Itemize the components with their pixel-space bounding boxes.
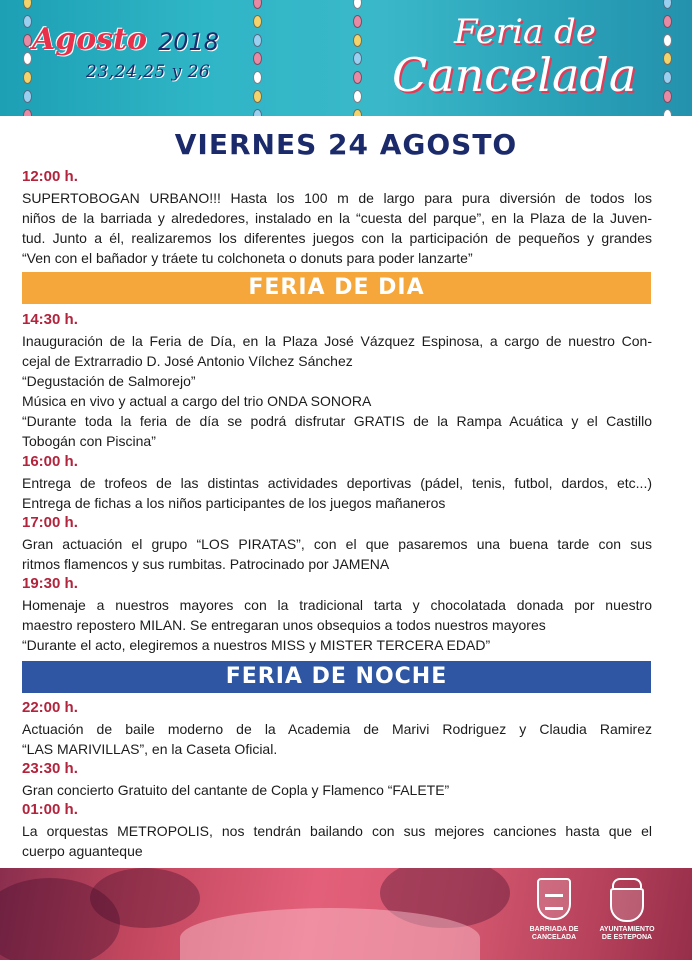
event-line: Entrega de fichas a los niños participantes de los juegos mañaneros (22, 495, 446, 511)
event-time: 12:00 h. (22, 168, 78, 185)
logo-left-line: CANCELADA (531, 934, 577, 941)
event-line: Homenaje a nuestros mayores con la tradicional tarta y chocolatada donada por nuestro (22, 597, 652, 613)
header-month: Agosto (32, 22, 148, 57)
logo-right-line: AYUNTAMIENTO (599, 926, 655, 933)
garland-lights (352, 0, 362, 116)
event-line: Música en vivo y actual a cargo del trio ONDA SONORA (22, 393, 372, 409)
header-dates: 23,24,25 y 26 (86, 62, 211, 82)
event-line: “Durante toda la feria de día se podrá disfrutar GRATIS de la Rampa Acuática y el Castillo (22, 413, 652, 429)
event-line: Entrega de trofeos de las distintas actividades deportivas (pádel, tenis, futbol, dardos, etc...) (22, 475, 652, 491)
logo-ayuntamiento-estepona (592, 878, 662, 942)
event-line: cejal de Extrarradio D. José Antonio Vílchez Sánchez (22, 353, 353, 369)
event-line: Actuación de baile moderno de la Academia de Marivi Rodriguez y Claudia Ramirez (22, 721, 652, 737)
header-banner (0, 0, 692, 116)
event-line: Inauguración de la Feria de Día, en la Plaza José Vázquez Espinosa, a cargo de nuestro Con- (22, 333, 652, 349)
logo-left-line: BARRIADA DE (529, 926, 579, 933)
event-line: niños de la barriada y alrededores, instalado en la “cuesta del parque”, en la Plaza de la Juven- (22, 210, 652, 226)
garland-lights (252, 0, 262, 116)
header-date-block (28, 22, 248, 102)
header-cancelada: Cancelada (392, 48, 637, 102)
event-line: “Durante el acto, elegiremos a nuestros MISS y MISTER TERCERA EDAD” (22, 637, 491, 653)
event-time: 23:30 h. (22, 760, 78, 777)
event-line: SUPERTOBOGAN URBANO!!! Hasta los 100 m de largo para pura diversión de todos los (22, 190, 652, 206)
header-title-block (392, 8, 672, 108)
day-title: VIERNES 24 AGOSTO (174, 128, 518, 161)
section-band-feria-dia: FERIA DE DIA (22, 272, 651, 304)
event-time: 01:00 h. (22, 801, 78, 818)
header-feria: Feria de (454, 12, 596, 52)
event-line: La orquestas METROPOLIS, nos tendrán bailando con sus mejores canciones hasta que el (22, 823, 652, 839)
event-line: cuerpo aguanteque (22, 843, 143, 859)
event-time: 14:30 h. (22, 311, 78, 328)
barriada-emblem-icon (537, 878, 571, 920)
event-line: ritmos flamencos y sus rumbitas. Patrocinado por JAMENA (22, 556, 390, 572)
event-time: 22:00 h. (22, 699, 78, 716)
event-time: 16:00 h. (22, 453, 78, 470)
event-line: Gran concierto Gratuito del cantante de Copla y Flamenco “FALETE” (22, 782, 450, 798)
logo-barriada-cancelada (519, 878, 589, 942)
event-line: “LAS MARIVILLAS”, en la Caseta Oficial. (22, 741, 278, 757)
event-line: maestro repostero MILAN. Se entregaran unos obsequios a todos nuestros mayores (22, 617, 546, 633)
event-line: tud. Junto a él, realizaremos los diferentes juegos con la participación de pequeños y grandes (22, 230, 652, 246)
event-line: Gran actuación el grupo “LOS PIRATAS”, con el que pasaremos una buena tarde con sus (22, 536, 652, 552)
event-time: 19:30 h. (22, 575, 78, 592)
event-line: “Ven con el bañador y tráete tu colchoneta o donuts para poder lanzarte” (22, 250, 473, 266)
event-time: 17:00 h. (22, 514, 78, 531)
crown-icon (612, 878, 642, 888)
section-band-feria-noche: FERIA DE NOCHE (22, 661, 651, 693)
footer-path-illustration (180, 908, 480, 960)
event-line: “Degustación de Salmorejo” (22, 373, 196, 389)
event-line: Tobogán con Piscina” (22, 433, 156, 449)
header-year: 2018 (158, 28, 220, 56)
coat-of-arms-icon (610, 888, 644, 922)
logo-right-line: DE ESTEPONA (601, 934, 653, 941)
